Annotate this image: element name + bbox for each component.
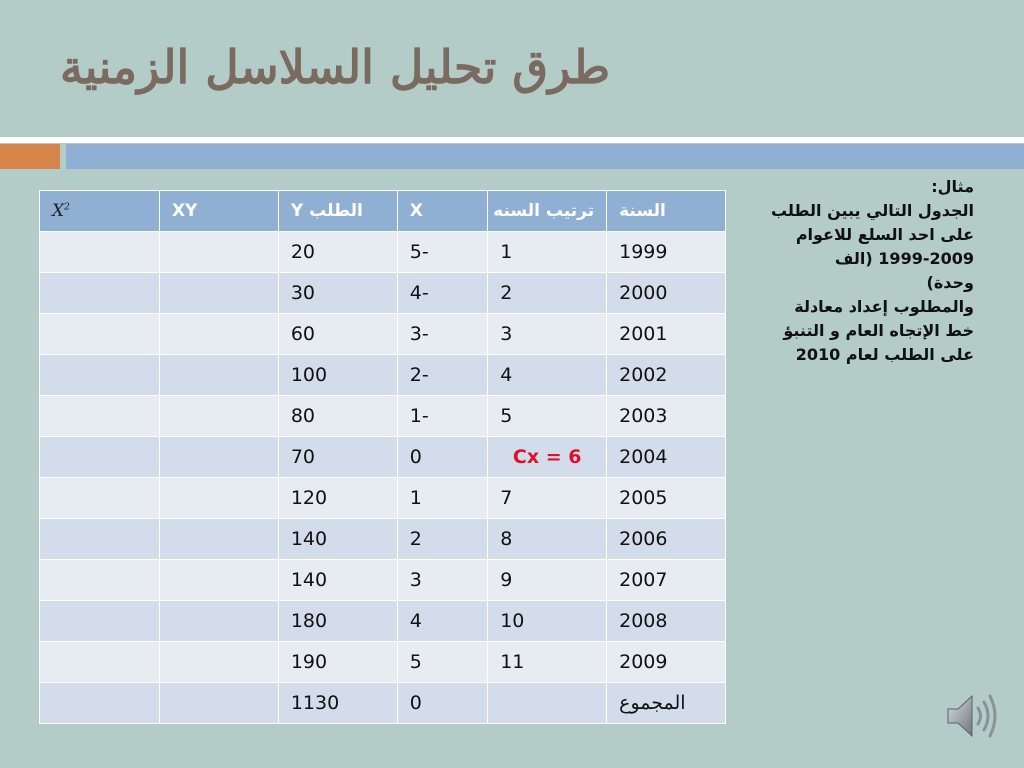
cell-demand: 120 <box>278 478 397 519</box>
cell-x: -3 <box>397 314 487 355</box>
cell-x-squared <box>40 437 160 478</box>
cell-rank: 4 <box>488 355 607 396</box>
cell-x: 5 <box>397 642 487 683</box>
cell-xy <box>159 273 278 314</box>
cell-x: 2 <box>397 519 487 560</box>
example-line: الجدول التالي يبين الطلب <box>770 201 974 220</box>
table-row <box>40 642 726 683</box>
cell-demand: 80 <box>278 396 397 437</box>
cell-x-squared <box>40 478 160 519</box>
cell-xy <box>159 478 278 519</box>
cell-rank: 3 <box>488 314 607 355</box>
example-line: على الطلب لعام 2010 <box>795 345 974 364</box>
example-line: 1999-2009 (الف <box>834 249 974 268</box>
cell-x: 1 <box>397 478 487 519</box>
cell-year: 2002 <box>607 355 726 396</box>
cell-xy <box>159 355 278 396</box>
cell-demand: 60 <box>278 314 397 355</box>
cell-rank: Cx = 6 <box>488 437 607 478</box>
cell-demand: 100 <box>278 355 397 396</box>
example-line: مثال: <box>931 177 974 196</box>
cell-x: -4 <box>397 273 487 314</box>
cell-x-squared <box>40 232 160 273</box>
cell-x-squared <box>40 396 160 437</box>
cell-year: 2006 <box>607 519 726 560</box>
cell-year: 2008 <box>607 601 726 642</box>
cell-year: 2004 <box>607 437 726 478</box>
table-row <box>40 478 726 519</box>
header-year: السنة <box>607 191 726 232</box>
cell-x: 0 <box>397 437 487 478</box>
example-line: والمطلوب إعداد معادلة <box>794 297 974 316</box>
accent-bar <box>0 144 60 169</box>
header-xy: XY <box>159 191 278 232</box>
cell-x: -5 <box>397 232 487 273</box>
x-squared-symbol: $X^2$ <box>52 201 70 221</box>
cell-xy <box>159 642 278 683</box>
table-row <box>40 396 726 437</box>
table-row <box>40 437 726 478</box>
cell-demand: 140 <box>278 519 397 560</box>
cell-x: -2 <box>397 355 487 396</box>
table-row <box>40 560 726 601</box>
cell-x-squared <box>40 601 160 642</box>
cell-x: 0 <box>397 683 487 724</box>
cell-rank: 7 <box>488 478 607 519</box>
cell-demand: 140 <box>278 560 397 601</box>
cell-year: المجموع <box>607 683 726 724</box>
cell-demand: 20 <box>278 232 397 273</box>
cell-year: 2007 <box>607 560 726 601</box>
table-row <box>40 232 726 273</box>
cell-x: -1 <box>397 396 487 437</box>
cell-demand: 1130 <box>278 683 397 724</box>
example-line: خط الإتجاه العام و التنبؤ <box>783 321 974 340</box>
header-bar <box>66 144 1024 169</box>
cell-x-squared <box>40 355 160 396</box>
example-line: وحدة) <box>926 273 974 292</box>
header-rank: ترتيب السنه <box>488 191 607 232</box>
cell-demand: 190 <box>278 642 397 683</box>
example-text <box>742 175 974 367</box>
example-line: على احد السلع للاعوام <box>795 225 974 244</box>
table-row <box>40 519 726 560</box>
cell-x-squared <box>40 273 160 314</box>
cell-year: 2001 <box>607 314 726 355</box>
cell-rank: 10 <box>488 601 607 642</box>
data-table <box>39 190 726 724</box>
divider-line <box>0 137 1024 143</box>
cell-xy <box>159 560 278 601</box>
cell-xy <box>159 683 278 724</box>
cell-x: 3 <box>397 560 487 601</box>
table-row <box>40 273 726 314</box>
cell-x-squared <box>40 683 160 724</box>
cell-xy <box>159 437 278 478</box>
slide-title: طرق تحليل السلاسل الزمنية <box>60 40 611 94</box>
cell-demand: 180 <box>278 601 397 642</box>
cell-year: 2009 <box>607 642 726 683</box>
cell-year: 1999 <box>607 232 726 273</box>
cell-x-squared <box>40 642 160 683</box>
table-row <box>40 314 726 355</box>
cell-x-squared <box>40 560 160 601</box>
cell-xy <box>159 601 278 642</box>
cell-rank: 5 <box>488 396 607 437</box>
table-row <box>40 355 726 396</box>
cell-xy <box>159 519 278 560</box>
cell-x-squared <box>40 519 160 560</box>
cell-rank: 1 <box>488 232 607 273</box>
cell-rank: 2 <box>488 273 607 314</box>
header-x-squared <box>40 191 160 232</box>
header-demand: الطلب Y <box>278 191 397 232</box>
cell-x: 4 <box>397 601 487 642</box>
cell-demand: 70 <box>278 437 397 478</box>
cell-demand: 30 <box>278 273 397 314</box>
cell-year: 2005 <box>607 478 726 519</box>
table-row <box>40 683 726 724</box>
speaker-icon[interactable] <box>944 688 1000 744</box>
cell-x-squared <box>40 314 160 355</box>
cell-xy <box>159 314 278 355</box>
cell-year: 2003 <box>607 396 726 437</box>
cell-year: 2000 <box>607 273 726 314</box>
table-row <box>40 601 726 642</box>
cell-rank: 11 <box>488 642 607 683</box>
cell-rank: 8 <box>488 519 607 560</box>
cell-rank: 9 <box>488 560 607 601</box>
cell-xy <box>159 232 278 273</box>
cell-xy <box>159 396 278 437</box>
cell-rank <box>488 683 607 724</box>
table-header-row <box>40 191 726 232</box>
header-x: X <box>397 191 487 232</box>
